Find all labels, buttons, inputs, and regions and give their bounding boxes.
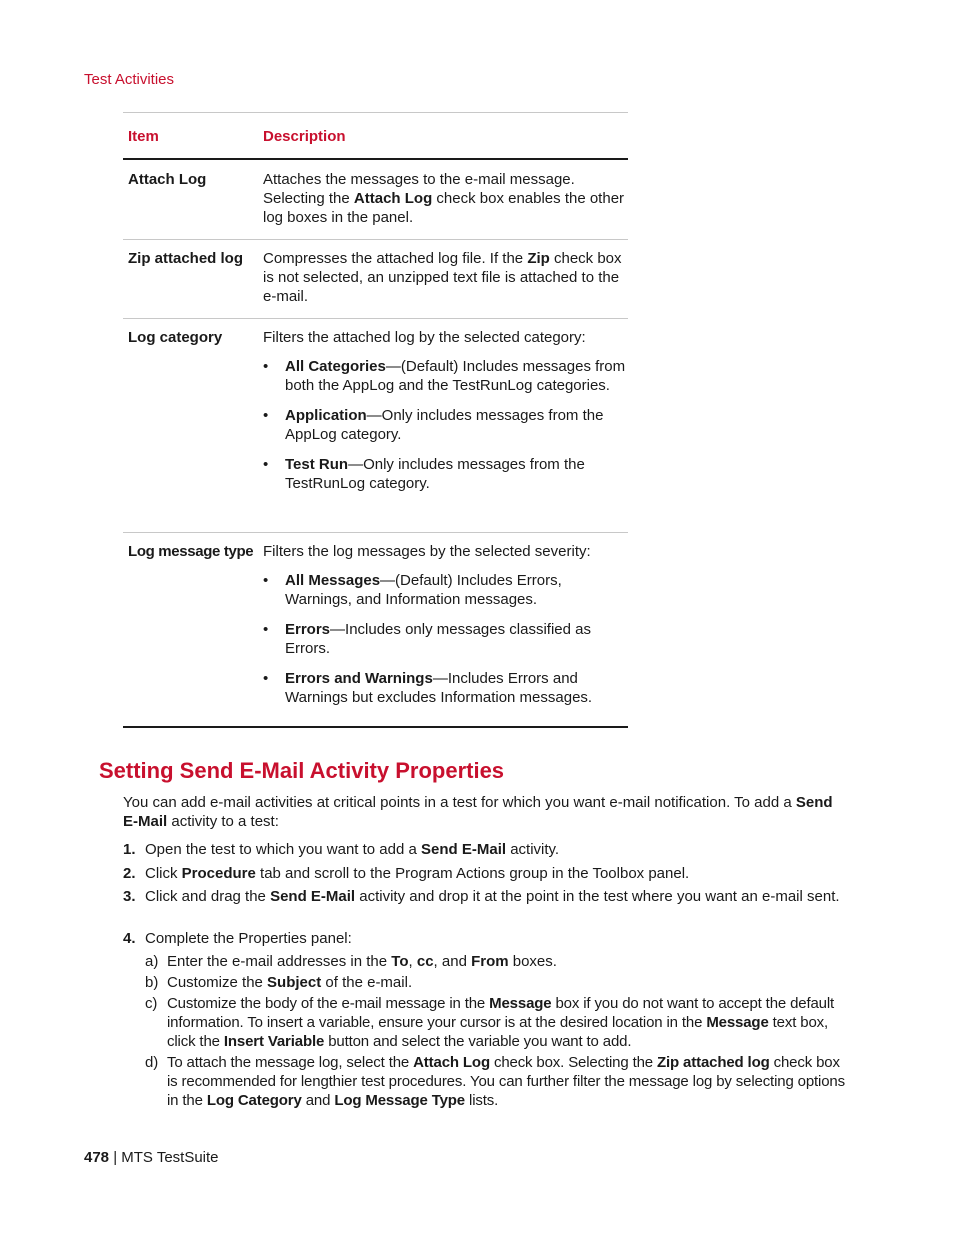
substep-item: c) Customize the body of the e-mail message in the Message box if you do not want to accept the default information. To insert a variable, ensure your cursor is at the desired location in the Message text box, click the Insert Variable button and select the variable you want to add. [145, 995, 835, 1050]
bullet-icon: • [263, 621, 269, 638]
column-header-item: Item [128, 128, 159, 145]
table-row [123, 240, 628, 319]
list-item: • Errors and Warnings—Includes Errors and Warnings but excludes Information messages. [263, 670, 593, 706]
step-item: 2. Click Procedure tab and scroll to the Program Actions group in the Toolbox panel. [123, 865, 690, 882]
table-row [123, 319, 628, 533]
step-item: 3. Click and drag the Send E-Mail activity and drop it at the point in the test where you want an e-mail sent. [123, 888, 840, 905]
list-item: • Test Run—Only includes messages from the TestRunLog category. [263, 456, 585, 492]
row-item: Log message type [128, 543, 254, 560]
bullet-icon: • [263, 572, 269, 589]
bullet-icon: • [263, 670, 269, 687]
row-description [263, 328, 628, 532]
table-row [123, 533, 628, 728]
step-item: 4. Complete the Properties panel: [123, 930, 352, 947]
table-row [123, 160, 628, 240]
list-item: • Application—Only includes messages from the AppLog category. [263, 407, 604, 443]
section-intro: You can add e-mail activities at critical points in a test for which you want e-mail notification. To add a Send E-Mail activity to a test: [123, 794, 833, 830]
row-intro: Filters the attached log by the selected category: [263, 329, 586, 346]
substep-item: b) Customize the Subject of the e-mail. [145, 974, 413, 991]
row-item: Log category [128, 329, 223, 346]
row-intro: Filters the log messages by the selected severity: [263, 543, 591, 560]
bullet-icon: • [263, 456, 269, 473]
row-item: Attach Log [128, 171, 207, 188]
list-item: • All Messages—(Default) Includes Errors, Warnings, and Information messages. [263, 572, 562, 608]
substep-item: d) To attach the message log, select the Attach Log check box. Selecting the Zip attached log check box is recommended for lengthier test procedures. You can further filter the message log by selecting options in the Log Category and Log Message Type lists. [145, 1054, 845, 1109]
running-head: Test Activities [84, 71, 175, 88]
row-item: Zip attached log [128, 250, 244, 267]
page-number: 478 [84, 1149, 110, 1166]
bullet-icon: • [263, 358, 269, 375]
row-description: Attaches the messages to the e-mail message. Selecting the Attach Log check box enables the other log boxes in the panel. [263, 171, 625, 226]
table-header [123, 113, 628, 160]
section-heading: Setting Send E-Mail Activity Properties [99, 758, 505, 783]
step-item: 1. Open the test to which you want to add a Send E-Mail activity. [123, 841, 560, 858]
list-item: • All Categories—(Default) Includes messages from both the AppLog and the TestRunLog categories. [263, 358, 626, 394]
row-description: Compresses the attached log file. If the Zip check box is not selected, an unzipped text file is attached to the e-mail. [263, 250, 622, 305]
page-footer: 478 | MTS TestSuite [84, 1149, 219, 1166]
properties-table [123, 112, 628, 728]
substep-item: a) Enter the e-mail addresses in the To, cc, and From boxes. [145, 953, 557, 970]
list-item: • Errors—Includes only messages classified as Errors. [263, 621, 591, 657]
column-header-description: Description [263, 128, 346, 145]
product-name: MTS TestSuite [121, 1149, 219, 1166]
bullet-icon: • [263, 407, 269, 424]
row-description [263, 542, 628, 726]
